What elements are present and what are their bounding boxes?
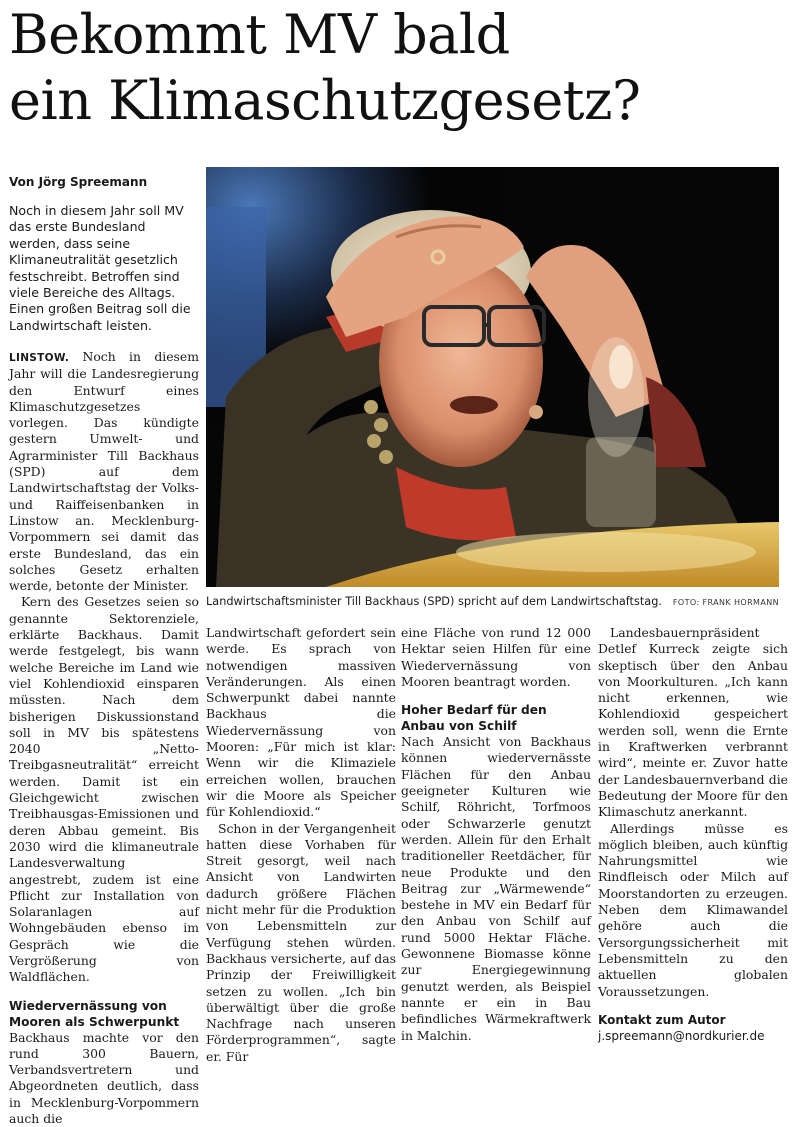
article-paragraph-3b: Landwirtschaft gefordert sein werde. Es sprach von notwendigen massiven Veränderungen. Als einen Schwerpunkt dabei nannte Backhaus die Wiedervernässung von Mooren: „Für mich ist klar: Wenn wir die Klimaziele erreichen wollen, brauchen wir die Moore als Speicher für Kohlendioxid.“ bbox=[206, 625, 396, 820]
article-paragraph-2: Kern des Gesetzes seien so genannte Sektorenziele, erklärte Backhaus. Damit werde festgelegt, bis wann welche Bereiche im Land wie viel Kohlendioxid einsparen müssten. Nach dem bisherigen Diskussionstand soll in MV bis spätestens 2040 „Netto-Treibgasneutralität“ erreicht werden. Damit ist ein Gleichgewicht zwischen Treibhausgas-Emissionen und deren Abbau gemeint. Bis 2030 wird die klimaneutrale Landesverwaltung angestrebt, zudem ist eine Pflicht zur Installation von Solaranlagen auf Wohngebäuden ebenso im Gespräch wie die Vergrößerung von Waldflächen. bbox=[9, 594, 199, 985]
article-column-4 bbox=[598, 625, 788, 1044]
byline: Von Jörg Spreemann bbox=[9, 175, 148, 189]
article-paragraph-5: eine Fläche von rund 12 000 Hektar seien Hilfen für eine Wiedervernässung von Mooren beantragt worden. bbox=[401, 625, 591, 689]
article-paragraph-7: Landesbauernpräsident Detlef Kurreck zeigte sich skeptisch über den Anbau von Moorkulturen. „Ich kann nicht erkennen, wie Kohlendioxid gespeichert werden soll, wenn die Ernte in Kraftwerken verbrannt wird“, meinte er. Zuvor hatte der Landesbauernverband die Bedeutung der Moore für den Klimaschutz anerkannt. bbox=[598, 625, 788, 820]
subheading-schilf: Hoher Bedarf für den Anbau von Schilf bbox=[401, 703, 547, 734]
headline-line-1: Bekommt MV bald bbox=[9, 3, 510, 66]
contact-email[interactable]: j.spreemann@nordkurier.de bbox=[598, 1029, 765, 1044]
teaser: Noch in diesem Jahr soll MV das erste Bundesland werden, dass seine Klimaneutralität gesetzlich festschreibt. Betroffen sind viele Bereiche des Alltags. Einen großen Beitrag soll die Landwirtschaft leisten. bbox=[9, 203, 191, 333]
article-paragraph-6: Nach Ansicht von Backhaus können wiedervernässte Flächen für den Anbau geeigneter Kulturen wie Schilf, Röhricht, Torfmoos oder Schwarzerle genutzt werden. Allein für den Erhalt traditioneller Reetdächer, für neue Produkte und den Beitrag zur „Wärmewende“ bestehe in MV ein Bedarf für den Anbau von Schilf auf rund 5000 Hektar Fläche. Gewonnene Biomasse könne zur Energiegewinnung genutzt werden, als Beispiel nannte er ein in Bau befindliches Wärmekraftwerk in Malchin. bbox=[401, 734, 591, 1043]
article-photo bbox=[206, 167, 779, 587]
article-column-1 bbox=[9, 349, 199, 1127]
article-paragraph-1: Noch in diesem Jahr will die Landesregierung den Entwurf eines Klimaschutzgesetzes vorlegen. Das kündigte gestern Umwelt- und Agrarminister Till Backhaus (SPD) auf dem Landwirtschaftstag der Volks- und Raiffeisenbanken in Linstow an. Mecklenburg-Vorpommern sei damit das erste Bundesland, das ein solches Gesetz erhalten werde, betonte der Minister. bbox=[9, 349, 199, 594]
headline bbox=[9, 2, 640, 134]
article-paragraph-4: Schon in der Vergangenheit hatten diese Vorhaben für Streit gesorgt, weil nach Ansicht von Landwirten dadurch größere Flächen nicht mehr für die Produktion von Lebensmitteln zur Verfügung stehen würden. Backhaus versicherte, auf das Prinzip der Freiwilligkeit setzen zu wollen. „Ich bin überwältigt über die große Nachfrage nach unseren Förderprogrammen“, sagte er. Für bbox=[206, 820, 396, 1064]
subheading-moore: Wiedervernässung von Mooren als Schwerpunkt bbox=[9, 998, 180, 1029]
photo-caption: Landwirtschaftsminister Till Backhaus (SPD) spricht auf dem Landwirtschaftstag. bbox=[206, 595, 662, 608]
article-column-2 bbox=[206, 625, 396, 1065]
article-column-3 bbox=[401, 625, 591, 1044]
headline-line-2: ein Klimaschutzgesetz? bbox=[9, 69, 641, 132]
photo-minister-speaking bbox=[206, 167, 779, 587]
photo-credit: FOTO: FRANK HORMANN bbox=[672, 598, 779, 607]
contact-label: Kontakt zum Autor bbox=[598, 1012, 726, 1027]
dateline: LINSTOW. bbox=[9, 352, 70, 364]
article-paragraph-8: Allerdings müsse es möglich bleiben, auch künftig Nahrungsmittel wie Rindfleisch oder Milch auf Moorstandorten zu erzeugen. Neben dem Klimawandel gehöre auch die Versorgungssicherheit mit Lebensmitteln zu den aktuellen globalen Voraussetzungen. bbox=[598, 820, 788, 999]
article-paragraph-3a: Backhaus machte vor den rund 300 Bauern, Verbandsvertretern und Abgeordneten deutlich, dass in Mecklenburg-Vorpommern auch die bbox=[9, 1029, 199, 1127]
photo-caption-bar bbox=[206, 594, 779, 610]
